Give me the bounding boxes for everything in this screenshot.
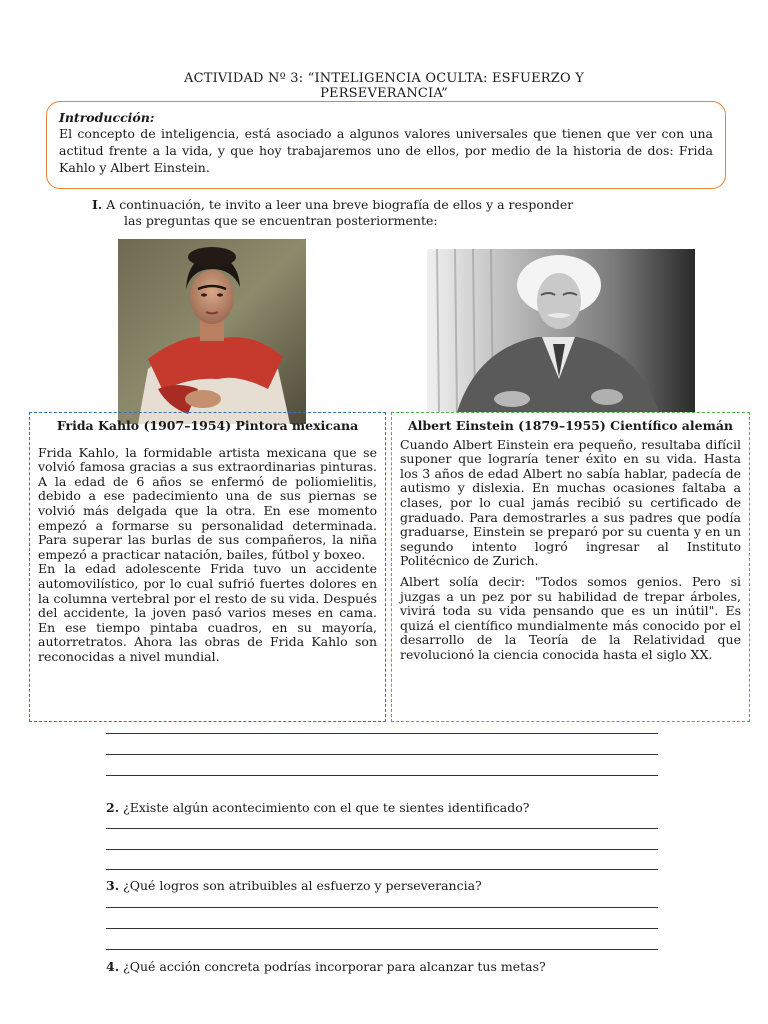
- section-1-number: I.: [92, 197, 103, 212]
- question-2-number: 2.: [106, 800, 120, 815]
- page-title-line-1: ACTIVIDAD Nº 3: “INTELIGENCIA OCULTA: ESFUERZO Y: [183, 71, 585, 86]
- intro-box: [46, 101, 726, 189]
- answer-line[interactable]: [106, 849, 658, 850]
- section-1-line-1: A continuación, te invito a leer una breve biografía de ellos y a responder: [106, 197, 574, 212]
- answer-line[interactable]: [106, 869, 658, 870]
- page-title-line-2: PERSEVERANCIA”: [320, 86, 448, 101]
- section-1-line-2: las preguntas que se encuentran posteriormente:: [124, 213, 438, 228]
- intro-text: El concepto de inteligencia, está asociado a algunos valores universales que tienen que ver con una actitud frente a la vida, y que hoy trabajaremos uno de ellos, por medio de la historia de dos: Frida Kahlo y Albert Einstein.: [59, 126, 713, 175]
- answer-line[interactable]: [106, 907, 658, 908]
- answer-line[interactable]: [106, 775, 658, 776]
- einstein-paragraph-2: Albert solía decir: "Todos somos genios. Pero si juzgas a un pez por su habilidad de trepar árboles, vivirá toda su vida pensando que es un inútil". Es quizá el científico mundialmente más conocido por el desarrollo de la Teoría de la Relatividad que revolucionó la ciencia conocida hasta el siglo XX.: [400, 573, 741, 662]
- question-3: [106, 878, 482, 894]
- intro-heading: Introducción:: [59, 110, 155, 125]
- frida-paragraph-1: Frida Kahlo, la formidable artista mexicana que se volvió famosa gracias a sus extraordinarias pinturas. A la edad de 6 años se enfermó de poliomielitis, debido a ese padecimiento una de sus piernas se volvió más delgada que la otra. En ese momento empezó a formarse su personalidad determinada. Para superar las burlas de sus compañeros, la niña empezó a practicar natación, bailes, fútbol y boxeo.: [38, 444, 377, 562]
- answer-line[interactable]: [106, 949, 658, 950]
- page-title: [60, 71, 708, 101]
- answer-line[interactable]: [106, 754, 658, 755]
- albert-einstein-biography: [391, 412, 750, 722]
- question-3-text: ¿Qué logros son atribuibles al esfuerzo y perseverancia?: [123, 878, 482, 893]
- section-1-instructions: [92, 197, 672, 229]
- answer-line[interactable]: [106, 928, 658, 929]
- answer-line[interactable]: [106, 733, 658, 734]
- question-4: [106, 959, 546, 975]
- albert-einstein-photo: [427, 249, 695, 412]
- question-2-text: ¿Existe algún acontecimiento con el que te sientes identificado?: [123, 800, 530, 815]
- einstein-heading: Albert Einstein (1879–1955) Científico alemán: [407, 418, 734, 433]
- frida-paragraph-2: En la edad adolescente Frida tuvo un accidente automovilístico, por lo cual sufrió fuertes dolores en la columna vertebral por el resto de su vida. Después del accidente, la joven pasó varios meses en cama. En ese tiempo pintaba cuadros, en su mayoría, autorretratos. Ahora las obras de Frida Kahlo son reconocidas a nivel mundial.: [38, 561, 377, 664]
- einstein-paragraph-1: Cuando Albert Einstein era pequeño, resultaba difícil suponer que lograría tener éxito en su vida. Hasta los 3 años de edad Albert no sabía hablar, padecía de autismo y dislexia. En muchas ocasiones faltaba a clases, por lo cual jamás recibió su certificado de graduado. Para demostrarles a sus padres que podía graduarse, Einstein se preparó por su cuenta y en un segundo intento logró ingresar al Instituto Politécnico de Zurich.: [400, 436, 741, 569]
- answer-line[interactable]: [106, 828, 658, 829]
- question-4-number: 4.: [106, 959, 120, 974]
- question-3-number: 3.: [106, 878, 120, 893]
- frida-kahlo-biography: [29, 412, 386, 722]
- frida-kahlo-photo: [118, 239, 306, 424]
- question-2: [106, 800, 529, 816]
- frida-heading: Frida Kahlo (1907–1954) Pintora mexicana: [56, 418, 359, 433]
- question-4-text: ¿Qué acción concreta podrías incorporar para alcanzar tus metas?: [123, 959, 546, 974]
